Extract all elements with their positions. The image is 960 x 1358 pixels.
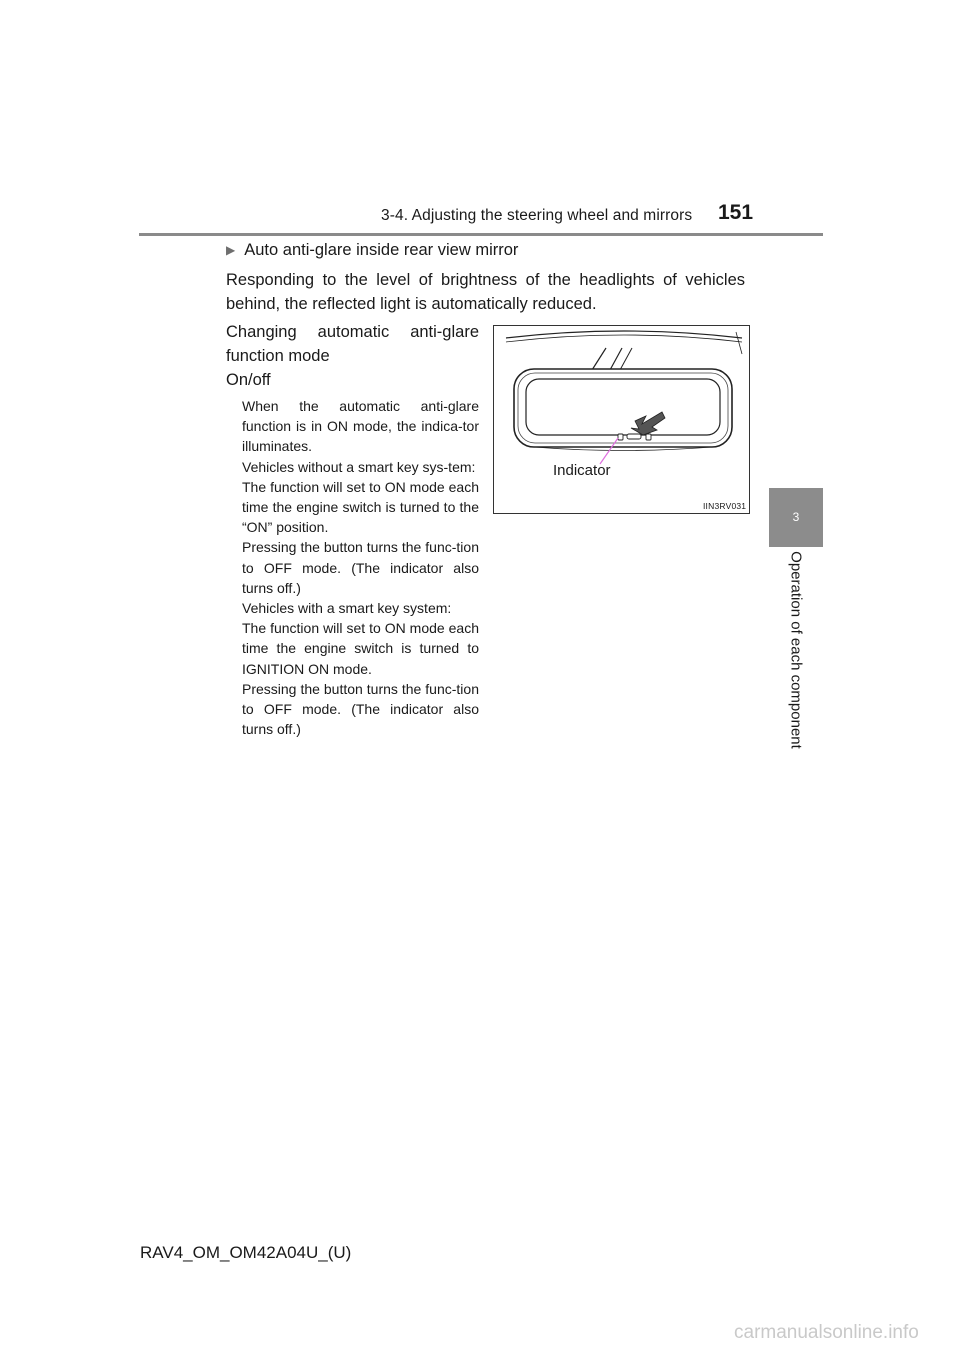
page-number: 151 xyxy=(718,201,754,224)
triangle-bullet-icon: ▶ xyxy=(226,243,236,257)
chapter-tab xyxy=(769,488,823,547)
chapter-title: Operation of each component xyxy=(787,551,805,749)
notes-block xyxy=(242,396,479,739)
onoff-label: On/off xyxy=(226,371,271,389)
section-title: 3-4. Adjusting the steering wheel and mirrors xyxy=(381,207,693,224)
indicator-callout-label: Indicator xyxy=(553,462,611,479)
note-paragraph: The function will set to ON mode each time the engine switch is turned to the “ON” position. xyxy=(242,478,479,536)
note-paragraph: The function will set to ON mode each time the engine switch is turned to IGNITION ON mode. xyxy=(242,620,479,677)
bullet-heading-text: Auto anti-glare inside rear view mirror xyxy=(244,241,519,259)
mode-heading-line2: function mode xyxy=(226,347,330,365)
note-paragraph: Vehicles without a smart key sys-tem: xyxy=(242,458,476,475)
bullet-heading xyxy=(226,241,518,260)
note-paragraph: Pressing the button turns the func-tion to OFF mode. (The indicator also turns off.) xyxy=(242,539,479,596)
note-paragraph: Vehicles with a smart key system: xyxy=(242,600,452,617)
note-paragraph: When the automatic anti-glare function is in ON mode, the indica-tor illuminates. xyxy=(242,398,479,455)
chapter-number: 3 xyxy=(792,510,800,524)
mirror-illustration xyxy=(493,325,750,514)
header-rule xyxy=(139,233,823,236)
watermark: carmanualsonline.info xyxy=(734,1322,919,1343)
document-code: RAV4_OM_OM42A04U_(U) xyxy=(140,1243,352,1262)
intro-paragraph: Responding to the level of brightness of the headlights of vehicles behind, the reflected light is automatically reduced. xyxy=(226,271,745,313)
figure-code: IIN3RV031 xyxy=(703,501,747,511)
rear-view-mirror-drawing xyxy=(494,326,751,515)
mode-heading-line1: Changing automatic anti-glare xyxy=(226,323,479,341)
note-paragraph: Pressing the button turns the func-tion to OFF mode. (The indicator also turns off.) xyxy=(242,680,479,738)
